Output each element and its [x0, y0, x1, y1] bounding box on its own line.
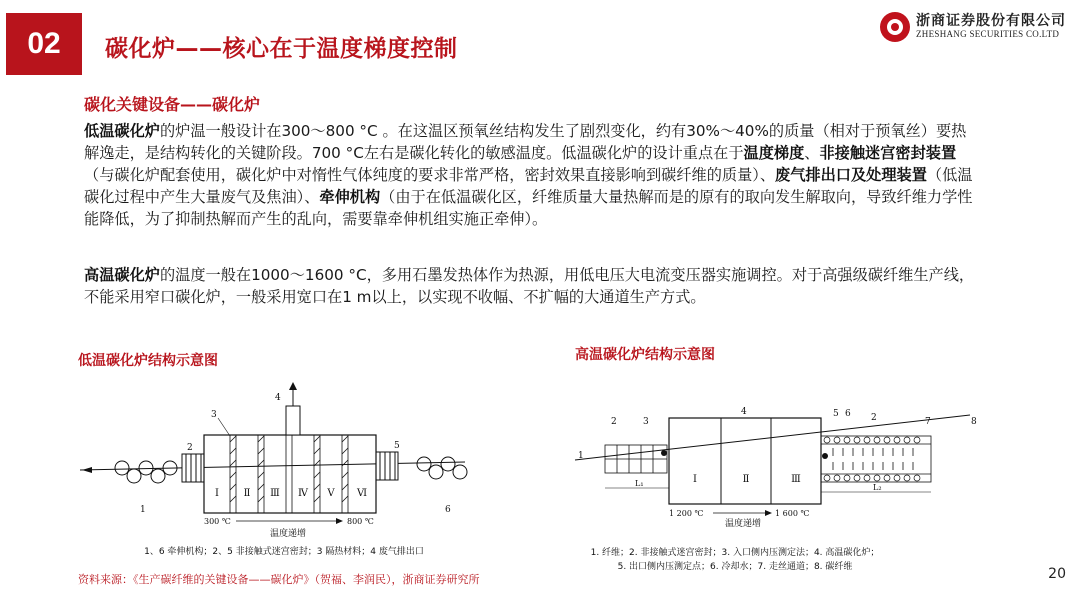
low-temp-furnace-paragraph	[84, 120, 980, 230]
l2-label: L₂	[873, 483, 882, 492]
logo-mark-icon	[880, 12, 910, 42]
high-temp-furnace-paragraph	[84, 264, 980, 308]
left-drawing-rollers	[115, 461, 177, 483]
callout-number: 3	[643, 417, 649, 427]
low-diagram-legend: 1、6 牵伸机构；2、5 非接触式迷宫密封；3 隔热材料；4 废气排出口	[144, 547, 424, 557]
temp-start-label: 300 ℃	[204, 517, 231, 526]
term-low-temp-furnace: 低温碳化炉	[84, 122, 160, 140]
callout-number: 2	[871, 413, 877, 423]
right-drawing-rollers	[417, 457, 467, 479]
sub-heading: 碳化关键设备——碳化炉	[84, 95, 261, 114]
key-labyrinth-seal: 非接触迷宫密封装置	[819, 144, 957, 162]
callout-number: 7	[925, 417, 931, 427]
key-temperature-gradient: 温度梯度	[743, 144, 805, 162]
gradient-label: 温度递增	[724, 519, 762, 529]
high-temp-furnace-diagram	[575, 400, 985, 575]
high-diagram-legend-line-2: 5. 出口侧内压测定点；6. 冷却水；7. 走丝通道；8. 碳纤维	[617, 562, 853, 572]
zone-label: Ⅱ	[243, 488, 251, 499]
callout-number: 5	[394, 441, 400, 451]
callout-number: 4	[741, 407, 747, 417]
callout-number: 4	[275, 393, 281, 403]
insulation-partitions	[230, 435, 348, 513]
high-temp-diagram-title: 高温碳化炉结构示意图	[575, 347, 715, 363]
paragraph-text: （由于在低温碳化区，纤维质量大量热解而是的原有的取向发生解取向，导致纤维力学性能降低，为了抑制热解而产生的乱向，需要靠牵伸机组实施正牵伸）。	[84, 188, 973, 228]
inlet-pressure-point	[661, 450, 667, 456]
separator: 、	[804, 144, 820, 162]
temp-end-label: 800 ℃	[347, 517, 374, 526]
paragraph-text: 的炉温一般设计在300～800 °C 。在这温区预氧丝结构发生了剧烈变化，约有30%～40%的质量（相对于预氧丝）要热解逸走，是结构转化的关键阶段。700 °C左右是碳化转化的敏感温度。低温碳化炉的设计重点在于	[84, 122, 967, 162]
paragraph-text: （低温碳化过程中产生大量废气及焦油）、	[84, 166, 973, 206]
key-drawing-mechanism: 牵伸机构	[319, 188, 381, 206]
furnace-body	[669, 418, 821, 504]
fiber-line	[80, 462, 465, 470]
callout-number: 1	[140, 505, 146, 515]
term-high-temp-furnace: 高温碳化炉	[84, 266, 160, 284]
zone-label: Ⅰ	[215, 488, 219, 499]
zone-label: Ⅰ	[693, 474, 697, 485]
inlet-labyrinth-seal	[605, 445, 667, 473]
slide-title: 碳化炉——核心在于温度梯度控制	[105, 36, 458, 62]
zone-label: Ⅲ	[270, 488, 280, 499]
paragraph-text: 的温度一般在1000～1600 °C，多用石墨发热体作为热源，用低电压大电流变压器实施调控。对于高强级碳纤维生产线，不能采用窄口碳化炉，一般采用宽口在1 m以上，以实现不收幅、不扩幅的大通道生产方式。	[84, 266, 975, 306]
callout-number: 5	[833, 409, 839, 419]
company-logo	[880, 12, 1066, 42]
zone-label: Ⅵ	[356, 488, 368, 499]
callout-number: 1	[578, 451, 584, 461]
paragraph-text: （与碳化炉配套使用，碳化炉中对惰性气体纯度的要求非常严格，密封效果直接影响到碳纤维的质量）、	[84, 166, 776, 184]
callout-number: 2	[611, 417, 617, 427]
zone-label: Ⅴ	[327, 488, 335, 499]
outlet-labyrinth-seal	[833, 448, 913, 470]
fiber-direction-arrow	[82, 467, 92, 473]
zone-label: Ⅳ	[298, 488, 308, 499]
gradient-label: 温度递增	[269, 529, 307, 539]
callout-number: 6	[445, 505, 451, 515]
temp-start-label: 1 200 ℃	[669, 509, 704, 518]
low-temp-diagram-title: 低温碳化炉结构示意图	[78, 353, 218, 369]
exhaust-arrow	[289, 382, 297, 390]
key-exhaust-outlet: 废气排出口及处理装置	[775, 166, 927, 184]
outlet-pressure-point	[822, 453, 828, 459]
temp-end-label: 1 600 ℃	[775, 509, 810, 518]
callout-number: 2	[187, 443, 193, 453]
fiber-line	[575, 415, 970, 460]
logo-name-cn: 浙商证券股份有限公司	[916, 13, 1066, 30]
callout-number: 8	[971, 417, 977, 427]
low-temp-furnace-diagram	[70, 380, 470, 565]
logo-name-en: ZHESHANG SECURITIES CO.LTD	[916, 28, 1060, 39]
callout-number: 6	[845, 409, 851, 419]
page-number: 20	[1048, 566, 1066, 582]
zone-label: Ⅲ	[791, 474, 801, 485]
high-diagram-legend-line-1: 1. 纤维；2. 非接触式迷宫密封；3. 入口侧内压测定法；4. 高温碳化炉；	[590, 548, 880, 558]
source-note: 资料来源：《生产碳纤维的关键设备——碳化炉》（贺福、李润民），浙商证券研究所	[78, 573, 480, 586]
callout-number: 3	[211, 410, 217, 420]
l1-label: L₁	[635, 479, 644, 488]
zone-label: Ⅱ	[742, 474, 750, 485]
exhaust-outlet	[286, 406, 300, 435]
section-number-badge: 02	[6, 13, 82, 75]
